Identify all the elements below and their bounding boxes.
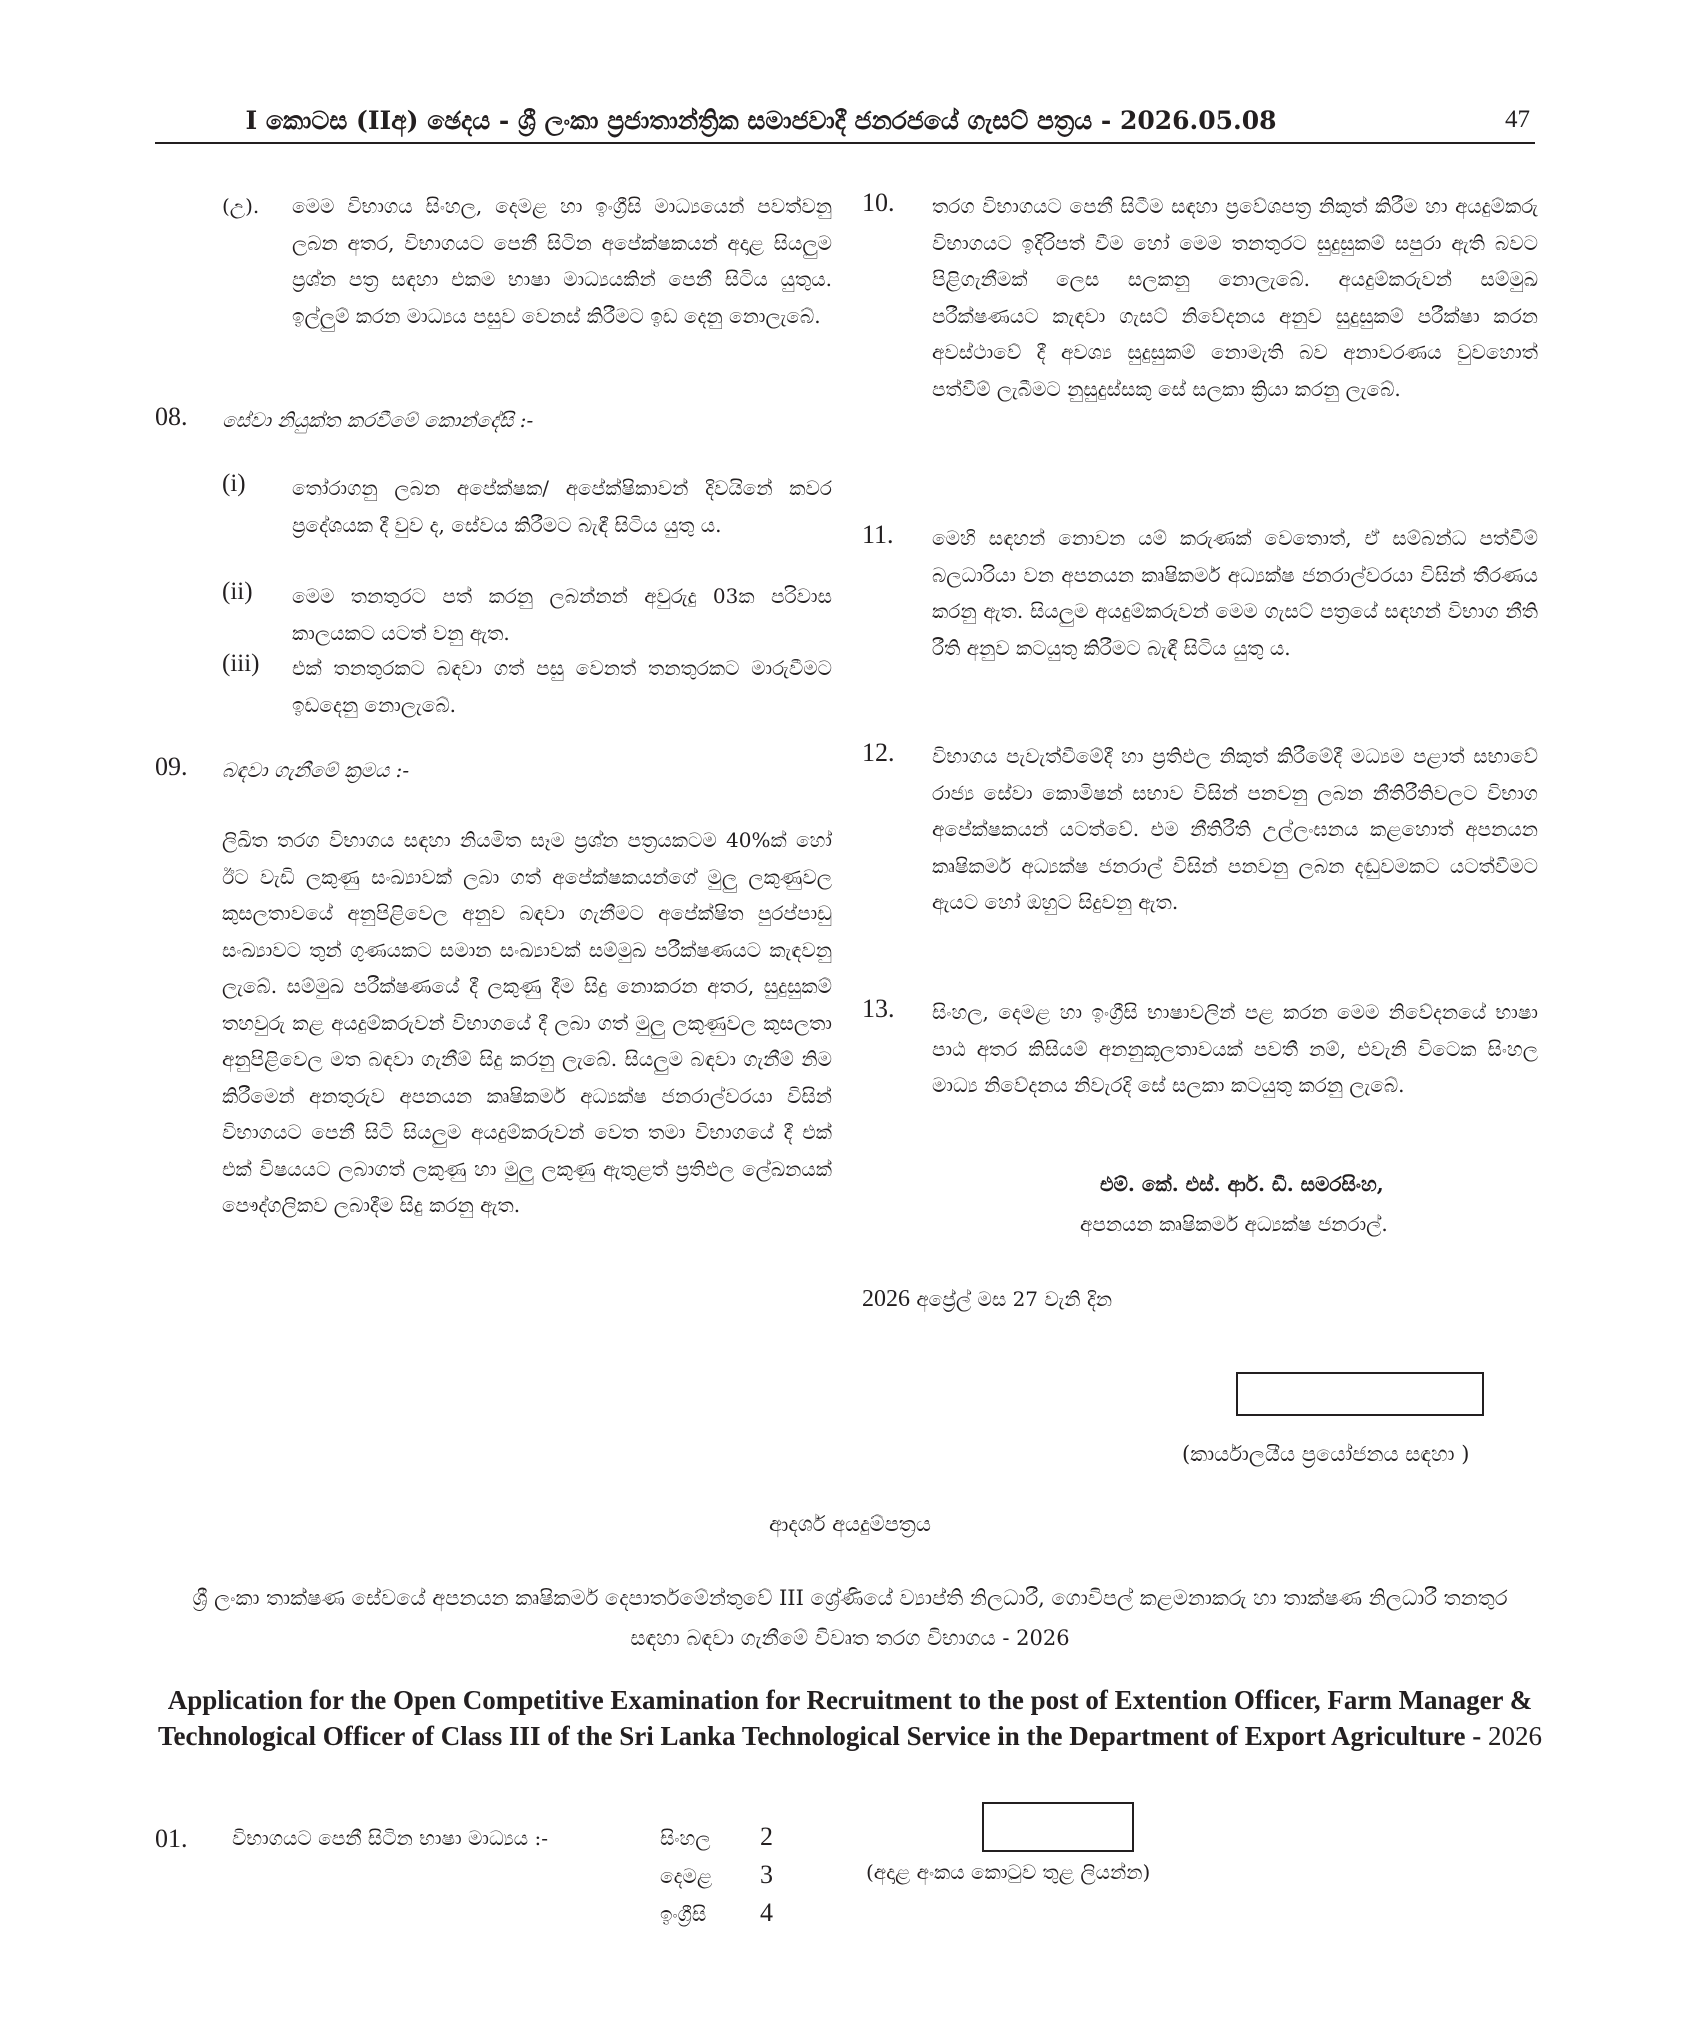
language-code-instruction: (අදාළ අංකය කොටුව තුළ ලියන්න) (866, 1860, 1151, 1884)
section-09-text: ලිඛිත තරග විභාගය සඳහා නියමිත සෑම ප්‍රශ්න පත්‍රයකටම 40%ක් හෝ ඊට වැඩි ලකුණු සංඛ්‍යාවක් ලබා ගත් අපේක්ෂකයන්ගේ මුලු ලකුණුවල කුසලතාවයේ අනුපිළිවෙල අනුව බඳවා ගැනීමට අපේක්ෂිත පුරප්පාඩු සංඛ්‍යාවට තුන් ගුණයකට සමාන සංඛ්‍යාවක් සම්මුඛ පරීක්ෂණයට කැඳවනු ලැබේ. සම්මුඛ පරීක්ෂණයේ දී ලකුණු දීම සිදු නොකරන අතර, සුදුසුකම් තහවුරු කළ අයදුම්කරුවන් විභාගයේ දී ලබා ගත් මුලු ලකුණුවල කුසලතා අනුපිළිවෙල මත බඳවා ගැනීම් සිදු කරනු ලැබේ. සියලුම බඳවා ගැනීම් නිම කිරීමෙන් අනතුරුව අපනයන කෘෂිකර්ම අධ්‍යක්ෂ ජනරාල්වරයා විසින් විභාගයට පෙනී සිටි සියලුම අයදුම්කරුවන් වෙත තමා විභාගයේ දී එක් එක් විෂයයට ලබාගත් ලකුණු හා මුලු ලකුණු ඇතුළත් ප්‍රතිඵල ලේඛනයක් පෞද්ගලිකව ලබාදීම සිදු කරනු ඇත. (222, 828, 832, 1217)
english-exam-title-year: 2026 (1487, 1721, 1542, 1751)
section-08-item-text: මෙම තනතුරට පත් කරනු ලබන්නන් අවුරුදු 03ක පරිවාස කාලයකට යටත් වනු ඇත. (292, 584, 832, 645)
section-08-item-label: (i) (222, 470, 246, 497)
language-option-label: සිංහල (660, 1826, 711, 1850)
section-11-text: මෙහි සඳහන් නොවන යම් කරුණක් වෙතොත්, ඒ සම්බන්ධ පත්වීම් බලධාරියා වන අපනයන කෘෂිකර්ම අධ්‍යක්ෂ ජනරාල්වරයා විසින් තීරණය කරනු ඇත. සියලුම අයදුම්කරුවන් මෙම ගැසට් පත්‍රයේ සඳහන් විභාග නීති රීති අනුව කටයුතු කිරීමට බැඳී සිටිය යුතු ය. (932, 526, 1538, 660)
model-application-title: ආදර්ශ අයදුම්පත්‍රය (769, 1512, 931, 1536)
english-exam-title (158, 1682, 1542, 1754)
signed-date (862, 1286, 1112, 1313)
english-exam-title-text: Application for the Open Competitive Examination for Recruitment to the post of Extention Officer, Farm Manager & Technological Officer of Class III of the Sri Lanka Technological Service in the Department of Export Agriculture - (158, 1685, 1533, 1751)
signed-date-year: 2026 (862, 1286, 910, 1312)
language-option-label: ඉංග්‍රීසි (660, 1902, 707, 1926)
section-09-number: 09. (155, 752, 188, 781)
section-u-text: මෙම විභාගය සිංහල, දෙමළ හා ඉංග්‍රීසි මාධ්‍යයෙන් පවත්වනු ලබන අතර, විභාගයට පෙනී සිටින අපේක්ෂකයන් අදාළ සියලුම ප්‍රශ්න පත්‍ර සඳහා එකම භාෂා මාධ්‍යයකින් පෙනී සිටිය යුතුය. ඉල්ලුම් කරන මාධ්‍යය පසුව වෙනස් කිරීමට ඉඩ දෙනු නොලැබේ. (292, 194, 832, 328)
gazette-header-title: I කොටස (IIඅ) ඡෙදය - ශ්‍රී ලංකා ප්‍රජාතාන්ත්‍රික සමාජවාදී ජනරජයේ ගැසට් පත්‍රය - 2026.05.08 (245, 106, 1277, 135)
page-header (155, 104, 1535, 144)
language-option-number: 2 (760, 1822, 773, 1851)
section-11-number: 11. (862, 520, 894, 549)
office-use-box[interactable] (1236, 1372, 1484, 1416)
section-09-title: බඳවා ගැනීමේ ක්‍රමය :- (222, 758, 410, 782)
section-08-item-label: (iii) (222, 650, 260, 677)
section-13-text: සිංහල, දෙමළ හා ඉංග්‍රීසි භාෂාවලින් පළ කරන මෙම නිවේදනයේ භාෂා පාඨ අතර කිසියම් අනනුකූලතාවයක් පවතී නම්, එවැනි විටෙක සිංහල මාධ්‍ය නිවේදනය නිවැරදි සේ සලකා කටයුතු කරනු ලැබේ. (932, 1000, 1538, 1097)
sinhala-exam-title: ශ්‍රී ලංකා තාක්ෂණ සේවයේ අපනයන කෘෂිකර්ම දෙපාර්තමේන්තුවේ III ශ්‍රේණියේ ව්‍යාප්ති නිලධාරී, ගොවිපල් කළමනාකරු හා තාක්ෂණ නිලධාරී තනතුර සඳහා බඳවා ගැනීමේ විවෘත තරග විභාගය - 2026 (192, 1586, 1508, 1650)
language-option-number: 4 (760, 1898, 773, 1927)
section-08-title: සේවා නියුක්ත කරවීමේ කොන්දේසි :- (222, 408, 534, 432)
signatory-name: එම්. කේ. එස්. ආර්. ඩී. සමරසිංහ, (1100, 1172, 1384, 1196)
section-08-number: 08. (155, 402, 188, 431)
question-01-number: 01. (155, 1824, 188, 1853)
language-code-box[interactable] (982, 1802, 1134, 1852)
section-08-item-text: තෝරාගනු ලබන අපේක්ෂක/ අපේක්ෂිකාවන් දිවයිනේ කවර ප්‍රදේශයක දී වුව ද, සේවය කිරීමට බැඳී සිටිය යුතු ය. (292, 476, 832, 537)
header-rule (155, 142, 1535, 144)
language-option-label: දෙමළ (660, 1864, 713, 1888)
section-12-number: 12. (862, 738, 895, 767)
signed-date-text: අප්‍රේල් මස 27 වැනි දින (916, 1287, 1113, 1311)
signatory-title: අපනයන කෘෂිකර්ම අධ්‍යක්ෂ ජනරාල්. (1080, 1212, 1388, 1236)
section-13-number: 13. (862, 994, 895, 1023)
section-08-item-text: එක් තනතුරකට බඳවා ගත් පසු වෙනත් තනතුරකට මාරුවීමට ඉඩදෙනු නොලැබේ. (292, 656, 832, 717)
section-10-text: තරග විභාගයට පෙනී සිටීම සඳහා ප්‍රවේශපත්‍ර නිකුත් කිරීම හා අයදුම්කරු විභාගයට ඉදිරිපත් වීම හෝ මෙම තනතුරට සුදුසුකම් සපුරා ඇති බවට පිළිගැනීමක් ලෙස සලකනු නොලැබේ. අයදුම්කරුවන් සම්මුඛ පරීක්ෂණයට කැඳවා ගැසට් නිවේදනය අනුව සුදුසුකම් පරීක්ෂා කරන අවස්ථාවේ දී අවශ්‍ය සුදුසුකම් නොමැති බව අනාවරණය වුවහොත් පත්වීම් ලැබීමට නුසුදුස්සකු සේ සලකා ක්‍රියා කරනු ලැබේ. (932, 194, 1538, 401)
office-use-label: (කාර්යාලයීය ප්‍රයෝජනය සඳහා ) (1182, 1442, 1470, 1466)
question-01-label: විභාගයට පෙනී සිටින භාෂා මාධ්‍යය :- (232, 1826, 548, 1850)
section-u-label: (උ). (222, 194, 260, 218)
section-08-item-label: (ii) (222, 578, 253, 605)
section-10-number: 10. (862, 188, 895, 217)
section-12-text: විභාගය පැවැත්වීමේදී හා ප්‍රතිඵල නිකුත් කිරීමේදී මධ්‍යම පළාත් සභාවේ රාජ්‍ය සේවා කොමිෂන් සභාව විසින් පනවනු ලබන නීතිරීතිවලට විභාග අපේක්ෂකයන් යටත්වේ. එම නීතිරීති උල්ලංඝනය කළහොත් අපනයන කෘෂිකර්ම අධ්‍යක්ෂ ජනරාල් විසින් පනවනු ලබන දඬුවමකට යටත්වීමට ඇයට හෝ ඔහුට සිදුවනු ඇත. (932, 744, 1538, 914)
language-option-number: 3 (760, 1860, 773, 1889)
page-number: 47 (1505, 106, 1530, 133)
